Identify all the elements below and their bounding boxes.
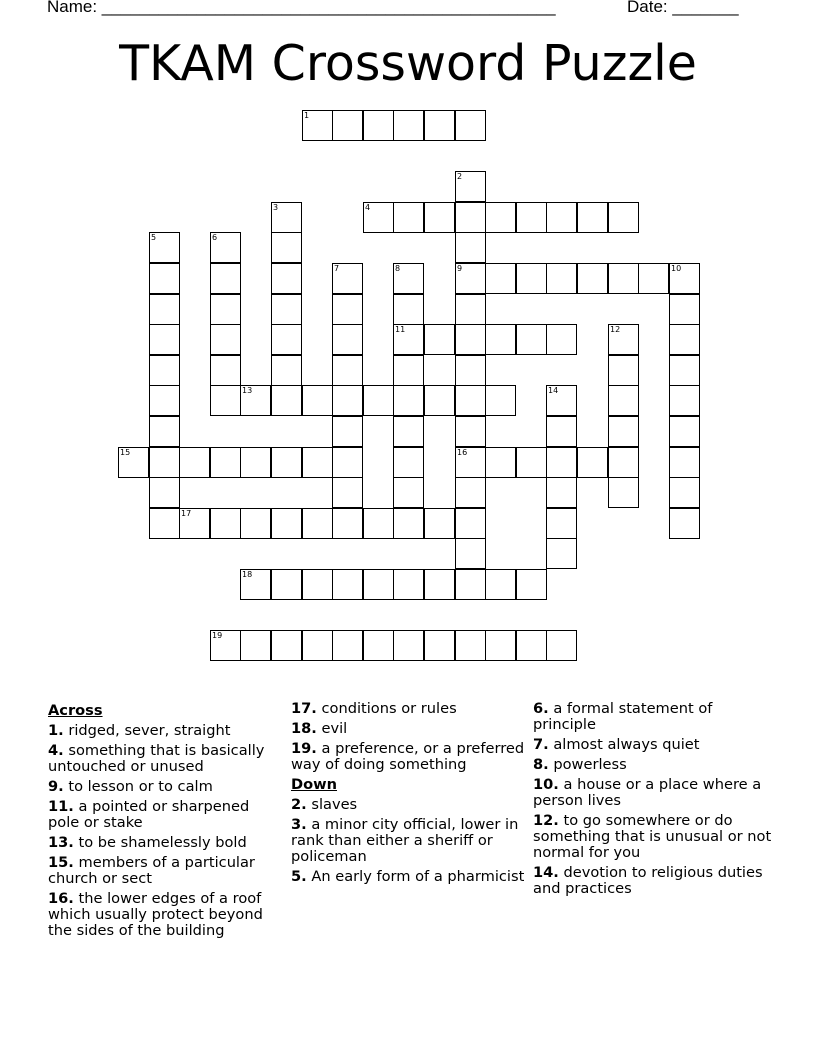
crossword-cell[interactable] [485,630,516,661]
crossword-cell[interactable] [424,202,455,233]
crossword-cell[interactable] [393,110,424,141]
crossword-cell[interactable] [546,477,577,508]
clue-down-7 [533,737,773,753]
clues-column-3 [533,701,773,901]
crossword-cell[interactable] [455,294,486,325]
crossword-cell[interactable] [332,294,363,325]
cell-number: 10 [671,264,682,273]
crossword-cell[interactable] [455,447,486,478]
clue-text: to lesson or to calm [63,778,213,795]
crossword-cell[interactable] [393,263,424,294]
clue-number: 18. [291,720,317,737]
crossword-cell[interactable] [455,110,486,141]
crossword-cell[interactable] [669,294,700,325]
crossword-cell[interactable] [638,263,669,294]
clue-text: slaves [306,796,358,813]
clue-across-17 [291,701,526,717]
crossword-cell[interactable] [179,508,210,539]
crossword-cell[interactable] [210,508,241,539]
crossword-cell[interactable] [393,630,424,661]
clue-number: 15. [48,854,74,871]
crossword-cell[interactable] [240,447,271,478]
crossword-cell[interactable] [210,447,241,478]
crossword-cell[interactable] [516,324,547,355]
crossword-cell[interactable] [546,324,577,355]
crossword-cell[interactable] [577,202,608,233]
clue-across-19 [291,741,526,773]
crossword-cell[interactable] [332,324,363,355]
crossword-cell[interactable] [302,447,333,478]
crossword-cell[interactable] [302,569,333,600]
crossword-cell[interactable] [669,355,700,386]
clue-down-8 [533,757,773,773]
crossword-cell[interactable] [608,202,639,233]
cell-number: 16 [457,448,468,457]
clue-number: 17. [291,700,317,717]
clue-across-16 [48,891,284,939]
crossword-cell[interactable] [669,447,700,478]
crossword-cell[interactable] [455,508,486,539]
crossword-cell[interactable] [393,477,424,508]
cell-number: 15 [120,448,131,457]
crossword-cell[interactable] [149,294,180,325]
crossword-cell[interactable] [669,508,700,539]
cell-number: 19 [212,631,223,640]
crossword-cell[interactable] [455,569,486,600]
crossword-cell[interactable] [332,355,363,386]
crossword-cell[interactable] [271,294,302,325]
clue-text: something that is basically untouched or unused [48,742,265,775]
cell-number: 11 [395,325,406,334]
clue-down-2 [291,797,526,813]
crossword-cell[interactable] [240,630,271,661]
crossword-cell[interactable] [332,263,363,294]
crossword-cell[interactable] [455,538,486,569]
clue-text: ridged, sever, straight [63,722,231,739]
crossword-cell[interactable] [332,416,363,447]
cell-number: 14 [548,386,559,395]
crossword-cell[interactable] [271,355,302,386]
clue-number: 3. [291,816,307,833]
clue-across-4 [48,743,284,775]
crossword-cell[interactable] [149,416,180,447]
crossword-cell[interactable] [546,385,577,416]
clue-across-1 [48,723,284,739]
crossword-cell[interactable] [455,355,486,386]
crossword-cell[interactable] [546,263,577,294]
crossword-cell[interactable] [271,630,302,661]
crossword-cell[interactable] [608,263,639,294]
crossword-cell[interactable] [485,202,516,233]
crossword-cell[interactable] [149,385,180,416]
crossword-cell[interactable] [210,630,241,661]
clue-text: An early form of a pharmicist [306,868,525,885]
date-field-label: Date: _______ [627,0,739,16]
crossword-cell[interactable] [210,263,241,294]
cell-number: 7 [334,264,340,273]
crossword-cell[interactable] [149,263,180,294]
crossword-cell[interactable] [271,508,302,539]
crossword-cell[interactable] [149,508,180,539]
crossword-cell[interactable] [332,477,363,508]
crossword-cell[interactable] [332,447,363,478]
crossword-cell[interactable] [210,232,241,263]
clue-across-9 [48,779,284,795]
clue-number: 14. [533,864,559,881]
crossword-cell[interactable] [393,447,424,478]
cell-number: 18 [242,570,253,579]
crossword-cell[interactable] [240,569,271,600]
cell-number: 2 [457,172,463,181]
clue-text: a preference, or a preferred way of doing something [291,740,525,773]
crossword-cell[interactable] [516,569,547,600]
crossword-cell[interactable] [424,508,455,539]
crossword-cell[interactable] [149,232,180,263]
clue-number: 1. [48,722,64,739]
crossword-cell[interactable] [608,355,639,386]
clue-down-10 [533,777,773,809]
clue-text: a formal statement of principle [533,700,713,733]
crossword-cell[interactable] [485,263,516,294]
clue-number: 12. [533,812,559,829]
crossword-cell[interactable] [546,447,577,478]
clue-across-18 [291,721,526,737]
crossword-cell[interactable] [608,385,639,416]
clue-number: 16. [48,890,74,907]
crossword-cell[interactable] [455,232,486,263]
crossword-cell[interactable] [455,263,486,294]
crossword-cell[interactable] [608,447,639,478]
clue-number: 7. [533,736,549,753]
crossword-cell[interactable] [424,110,455,141]
cell-number: 8 [395,264,401,273]
down-heading: Down [291,776,338,793]
crossword-cell[interactable] [149,447,180,478]
crossword-cell[interactable] [210,324,241,355]
cell-number: 9 [457,264,463,273]
crossword-cell[interactable] [546,508,577,539]
crossword-cell[interactable] [149,477,180,508]
clue-down-6 [533,701,773,733]
crossword-cell[interactable] [424,385,455,416]
crossword-cell[interactable] [393,294,424,325]
crossword-cell[interactable] [271,385,302,416]
crossword-cell[interactable] [577,447,608,478]
clues-column-2 [291,701,526,889]
clue-across-13 [48,835,284,851]
crossword-cell[interactable] [393,508,424,539]
cell-number: 3 [273,203,279,212]
cell-number: 1 [304,111,310,120]
clue-text: a pointed or sharpened pole or stake [48,798,250,831]
crossword-cell[interactable] [240,385,271,416]
clue-text: almost always quiet [548,736,700,753]
crossword-cell[interactable] [210,294,241,325]
clue-across-11 [48,799,284,831]
crossword-cell[interactable] [210,385,241,416]
crossword-cell[interactable] [485,385,516,416]
clue-text: evil [316,720,348,737]
crossword-cell[interactable] [363,508,394,539]
crossword-cell[interactable] [424,569,455,600]
crossword-cell[interactable] [393,385,424,416]
crossword-cell[interactable] [179,447,210,478]
crossword-cell[interactable] [240,508,271,539]
crossword-cell[interactable] [455,171,486,202]
crossword-cell[interactable] [363,630,394,661]
crossword-cell[interactable] [455,630,486,661]
crossword-cell[interactable] [608,416,639,447]
crossword-cell[interactable] [669,477,700,508]
crossword-cell[interactable] [577,263,608,294]
cell-number: 5 [151,233,157,242]
crossword-cell[interactable] [516,447,547,478]
crossword-cell[interactable] [332,508,363,539]
crossword-cell[interactable] [546,202,577,233]
clue-number: 2. [291,796,307,813]
crossword-cell[interactable] [424,324,455,355]
page-title: TKAM Crossword Puzzle [119,35,697,92]
crossword-cell[interactable] [608,477,639,508]
crossword-cell[interactable] [485,324,516,355]
clue-text: to go somewhere or do something that is unusual or not normal for you [533,812,772,861]
clue-text: the lower edges of a roof which usually protect beyond the sides of the building [48,890,263,939]
cell-number: 13 [242,386,253,395]
clue-number: 9. [48,778,64,795]
clue-down-12 [533,813,773,861]
crossword-cell[interactable] [455,477,486,508]
crossword-cell[interactable] [118,447,149,478]
crossword-cell[interactable] [302,110,333,141]
crossword-cell[interactable] [669,416,700,447]
crossword-cell[interactable] [363,110,394,141]
crossword-cell[interactable] [393,324,424,355]
crossword-cell[interactable] [271,569,302,600]
crossword-cell[interactable] [516,202,547,233]
crossword-cell[interactable] [271,202,302,233]
crossword-cell[interactable] [149,355,180,386]
crossword-cell[interactable] [455,385,486,416]
crossword-cell[interactable] [149,324,180,355]
crossword-cell[interactable] [302,508,333,539]
clue-number: 19. [291,740,317,757]
crossword-cell[interactable] [424,630,455,661]
crossword-cell[interactable] [332,110,363,141]
name-field-label: Name: ________________________________________________ [47,0,556,16]
crossword-cell[interactable] [546,416,577,447]
clue-down-5 [291,869,526,885]
crossword-cell[interactable] [271,263,302,294]
clues-column-1 [48,701,284,943]
crossword-cell[interactable] [302,630,333,661]
crossword-cell[interactable] [363,202,394,233]
crossword-cell[interactable] [332,569,363,600]
clue-text: devotion to religious duties and practices [533,864,763,897]
clue-text: a house or a place where a person lives [533,776,762,809]
crossword-cell[interactable] [546,538,577,569]
crossword-cell[interactable] [363,569,394,600]
clue-text: a minor city official, lower in rank than either a sheriff or policeman [291,816,519,865]
clue-number: 10. [533,776,559,793]
crossword-cell[interactable] [455,324,486,355]
clue-text: to be shamelessly bold [73,834,247,851]
clue-down-14 [533,865,773,897]
crossword-cell[interactable] [210,355,241,386]
crossword-cell[interactable] [302,385,333,416]
clue-text: conditions or rules [316,700,457,717]
crossword-cell[interactable] [332,385,363,416]
crossword-cell[interactable] [516,630,547,661]
clue-number: 4. [48,742,64,759]
crossword-cell[interactable] [393,202,424,233]
crossword-cell[interactable] [516,263,547,294]
crossword-cell[interactable] [546,630,577,661]
crossword-cell[interactable] [669,385,700,416]
clue-text: members of a particular church or sect [48,854,255,887]
clue-number: 11. [48,798,74,815]
crossword-cell[interactable] [669,263,700,294]
crossword-cell[interactable] [485,447,516,478]
clue-number: 6. [533,700,549,717]
crossword-cell[interactable] [363,385,394,416]
crossword-cell[interactable] [455,416,486,447]
clue-down-3 [291,817,526,865]
clue-number: 8. [533,756,549,773]
crossword-cell[interactable] [669,324,700,355]
crossword-cell[interactable] [393,569,424,600]
cell-number: 12 [610,325,621,334]
crossword-cell[interactable] [271,447,302,478]
crossword-cell[interactable] [455,202,486,233]
crossword-cell[interactable] [332,630,363,661]
clue-across-15 [48,855,284,887]
crossword-cell[interactable] [271,324,302,355]
cell-number: 6 [212,233,218,242]
clue-number: 5. [291,868,307,885]
crossword-cell[interactable] [271,232,302,263]
across-heading: Across [48,702,103,719]
cell-number: 17 [181,509,192,518]
crossword-cell[interactable] [393,416,424,447]
clue-text: powerless [548,756,627,773]
cell-number: 4 [365,203,371,212]
clue-number: 13. [48,834,74,851]
crossword-cell[interactable] [608,324,639,355]
crossword-cell[interactable] [393,355,424,386]
crossword-cell[interactable] [485,569,516,600]
